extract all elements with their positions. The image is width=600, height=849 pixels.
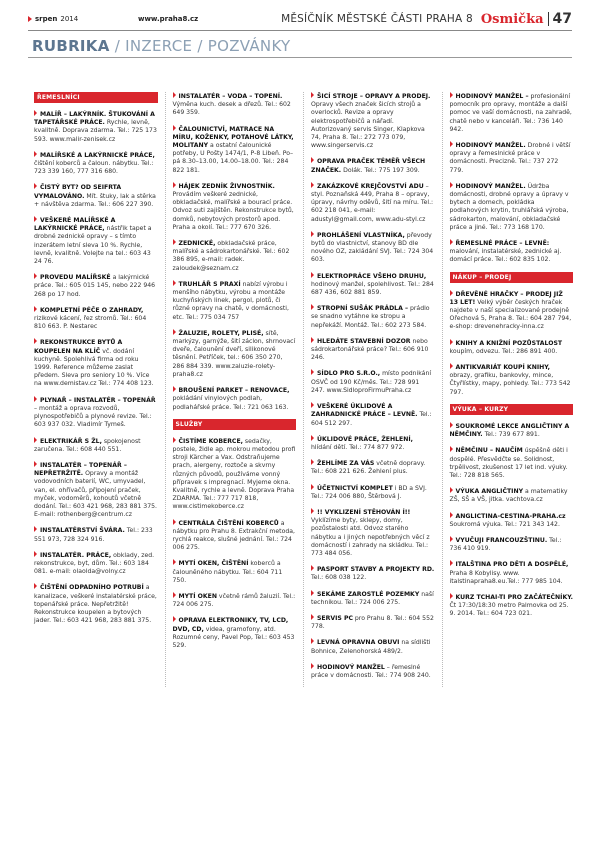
ad-body: Mít. štuky, lak a stěrka + návštěva zdarma. Tel.: 606 227 390.: [34, 192, 156, 208]
ad-body: a nábytku pro Prahu 8. Extrakční metoda, rychlá reakce, slušné jednání. Tel.: 724 006 275.: [172, 519, 295, 552]
ad-body: sedačky, postele, židle ap. mokrou metodou profi stroji Kärcher a Vax. Odstraňujeme prach, alergeny, roztoče a skvrny různých původů, používáme vonný přípravek s impregnací. Myjeme okna. Kvalitně, rychle a levně. Doprava Praha ZDARMA. Tel.: 777 717 818, www.cistimekoberce.cz: [172, 437, 296, 511]
classified-ad: [311, 663, 435, 680]
ad-title: ÚKLIDOVÉ PRÁCE, ŽEHLENÍ,: [311, 436, 413, 443]
classified-ad: [311, 614, 435, 631]
ad-title: OPRAVA ELEKTRONIKY, TV, LCD, DVD, CD,: [172, 617, 289, 633]
ad-body: koupím, odvezu. Tel.: 286 891 400.: [449, 347, 558, 355]
ad-title: ANGLICTINA-CESTINA-PRAHA.cz: [450, 513, 566, 520]
classified-ad: [311, 508, 435, 558]
ad-body: Provádím veškeré zednické, obkladačské, malířské a bourací práce. Odvoz suti zajištěn. Rekonstrukce bytů, domků, nebytových prostorů apod. Praha a okolí. Tel.: 777 670 326.: [172, 191, 294, 231]
ad-title: LEVNÁ OPRAVNA OBUVI: [311, 639, 399, 646]
ad-body: úspěšně děti i dospělé. Přesvědčte se. Solidnost, trpělivost, zkušenost 17 let ind. výuky. Tel.: 728 818 565.: [449, 447, 568, 479]
ad-title: INSTALATÉR. PRÁCE,: [34, 552, 111, 559]
classifieds-columns: [34, 92, 580, 687]
classified-ad: [311, 157, 435, 174]
classified-ad: [311, 369, 435, 395]
classified-ad: [173, 239, 297, 273]
ad-body: Údržba domácnosti, drobné opravy a úpravy v bytech a domech, pokládka podlahových krytin, truhlářská výroba, sádrokarton, malování, obkladačské práce a jiné. Tel.: 773 168 170.: [449, 182, 569, 231]
ad-body: – montáž a oprava rozvodů, plynospotřebičů a plynové revize. Tel.: 603 937 032. Vladimír Tymeš.: [34, 404, 152, 429]
category-header: NÁKUP – PRODEJ: [450, 272, 574, 283]
ad-body: – styl. Poznaňská 449, Praha 8 – opravy, úpravy, návrhy oděvů, šití na míru. Tel.: 602 218 041, e-mail: adustyl@gmail.com, www.adu-styl.cz: [311, 182, 434, 223]
ad-body: převody bytů do vlastnictví, stanovy BD dle nového OZ, zakládání SVJ. Tel.: 724 304 603.: [311, 231, 434, 264]
classified-ad: [450, 422, 574, 439]
ad-body: koberců a čalouněného nábytku. Tel.: 604 711 750.: [172, 560, 283, 584]
ad-title: ČALOUNICTVÍ, MATRACE NA MÍRU, KOŽENKY, POTAHOVÉ LÁTKY, MOLITANY: [172, 125, 294, 150]
column-3: [303, 92, 442, 687]
ad-body: Tel.: 608 038 122.: [311, 574, 367, 582]
classified-ad: [311, 402, 435, 428]
ad-title: SEKÁME ZAROSTLÉ POZEMKY: [311, 591, 419, 598]
ad-title: SÍDLO PRO S.R.O.,: [311, 370, 380, 377]
ad-body: prádlo se snadno vytáhne ke stropu a nepřekáží. Montáž. Tel.: 602 273 584.: [311, 305, 430, 329]
classified-ad: [173, 437, 297, 512]
classified-ad: [450, 290, 574, 332]
classified-ad: [450, 141, 574, 175]
ad-title: ÚČETNICTVÍ KOMPLET: [311, 485, 393, 492]
ad-body: Soukromá výuka. Tel.: 721 343 142.: [449, 520, 560, 528]
ad-body: pokládání vinylových podlah, podlahářské práce. Tel.: 721 063 163.: [172, 395, 289, 411]
column-4: [442, 92, 581, 687]
classified-ad: [450, 182, 574, 232]
classified-ad: [311, 484, 435, 501]
ad-body: Praha 8 Kobylisy. www. italstinapraha8.eu.Tel.: 777 985 104.: [449, 569, 563, 585]
section-heading-main: RUBRIKA: [32, 37, 110, 55]
ad-body: obkladačské práce, malířské a sádrokartonářské. Tel.: 602 386 895, e-mail: radek. zaloudek@seznam.cz: [172, 240, 290, 272]
ad-body: čištění koberců a čaloun. nábytku. Tel.: 723 339 160, 777 316 680.: [34, 160, 154, 176]
classified-ad: [34, 396, 158, 430]
ad-title: MYTÍ OKEN: [173, 593, 217, 600]
ad-body: obrazy, grafiku, bankovky, mince, Čtyřlístky, mapy, pohledy. Tel.: 773 542 797.: [449, 372, 571, 396]
ad-title: KNIHY A KNIŽNÍ POZŮSTALOST: [450, 340, 563, 347]
ad-body: Čt 17:30/18:30 metro Palmovka od 25. 9. 2014. Tel.: 604 723 021.: [449, 602, 569, 618]
ad-title: MYTÍ OKEN, ČIŠTĚNÍ: [173, 560, 249, 567]
magazine-subtitle: MĚSÍČNÍK MĚSTSKÉ ČÁSTI PRAHA 8: [281, 13, 473, 25]
ad-body: malování, instalatérské, zednické aj. domácí práce. Tel.: 602 835 102.: [449, 248, 562, 264]
ad-title: HÁJEK ZEDNÍK ŽIVNOSTNÍK.: [173, 183, 275, 190]
classified-ad: [450, 593, 574, 619]
ad-title: SERVIS PC: [311, 615, 353, 622]
ad-body: Výměna kuch. desek a dřezů. Tel.: 602 649 359.: [172, 101, 291, 117]
ad-body: Opravy všech značek šicích strojů a overlocků. Revize a opravy elektrospotřebičů a nářadí. Autorizovaný servis Singer, Klapkova 74, Praha 8. Tel.: 272 773 079, www.singerservis.cz: [311, 101, 425, 150]
ad-body: sítě, markýzy, garnýže, šití záclon, shrnovací dveře, čalounění dveří, silikonové těsnění. Petříček, tel.: 606 350 270, 286 884 339. www.zaluzie-rolety-praha8.cz: [172, 329, 296, 378]
classified-ad: [450, 339, 574, 356]
category-header: VÝUKA – KURZY: [450, 404, 574, 415]
classified-ad: [34, 110, 158, 144]
ad-body: na sídlišti Bohnice, Zelenohorská 489/2.: [311, 639, 431, 655]
ad-body: – řemeslné práce v domácnosti. Tel.: 774 908 240.: [311, 663, 431, 679]
classified-ad: [34, 216, 158, 266]
ad-body: místo podnikání OSVČ od 190 Kč/měs. Tel.: 728 991 247. www.SidloproFirmuPraha.cz: [311, 370, 432, 394]
ad-body: rizikové kácení, řez stromů. Tel.: 604 810 663. P. Nestarec: [34, 315, 147, 331]
ad-body: Tel.: 604 512 297.: [311, 411, 432, 427]
ad-title: ZEDNICKÉ,: [173, 240, 216, 247]
ad-title: PASPORT STAVBY A PROJEKTY RD.: [311, 566, 434, 573]
classified-ad: [450, 536, 574, 553]
classified-ad: [311, 182, 435, 224]
classified-ad: [311, 92, 435, 150]
column-1: [34, 92, 165, 687]
ad-body: nástřik tapet a drobné zednické opravy – s tímto inzerátem letní sleva 10 %. Rychle, levně, kvalitně. Volejte na tel.: 603 43 24 76.: [34, 225, 152, 266]
classified-ad: [311, 272, 435, 298]
ad-body: hlídání dětí. Tel.: 774 877 972.: [311, 443, 405, 451]
triangle-bullet-icon: [28, 16, 32, 22]
classified-ad: [311, 590, 435, 607]
ad-title: INSTALATÉRSTVÍ ŠVÁRA.: [34, 527, 125, 534]
section-heading-rest: / INZERCE / POZVÁNKY: [109, 37, 291, 55]
ad-body: Tel.: 739 677 891.: [482, 431, 540, 439]
ad-title: SOUKROMÉ LEKCE ANGLIČTINY A NĚMČINY.: [449, 422, 570, 439]
ad-body: spokojenost zaručena. Tel.: 608 440 551.: [34, 437, 141, 453]
classified-ad: [173, 125, 297, 175]
classified-ad: [34, 183, 158, 209]
classified-ad: [311, 337, 435, 363]
column-2: [165, 92, 304, 687]
classified-ad: [173, 329, 297, 379]
ad-title: HODINOVÝ MANŽEL: [311, 664, 385, 671]
issue-month: srpen: [35, 15, 58, 23]
issue-date: [28, 15, 138, 23]
ad-body: videa, gramofony, atd. Rozumné ceny, Pavel Pop, Tel.: 603 453 529.: [172, 625, 295, 649]
ad-body: Dolák. Tel.: 775 197 309.: [341, 166, 420, 174]
ad-body: Tel.: 233 551 973, 728 324 916.: [34, 527, 153, 543]
classified-ad: [450, 92, 574, 134]
classified-ad: [450, 487, 574, 504]
classified-ad: [34, 526, 158, 543]
ad-title: TRUHLÁŘ S PRAXÍ: [173, 281, 241, 288]
classified-ad: [173, 92, 297, 118]
ad-body: obklady, zed. rekonstrukce, byt, dům. Tel.: 603 184 081. e-mail: olaolda@volny.cz: [34, 551, 155, 576]
section-heading: [32, 37, 291, 55]
ad-title: VÝUKA ANGLIČTINY: [450, 488, 524, 495]
ad-body: a kanalizace, veškeré instalatérské práce, topenářské práce. Nepřetržitě! Rekonstrukce koupelen a bytových jader. Tel.: 603 421 968, 283 881 375.: [34, 584, 157, 625]
classified-ad: [34, 437, 158, 454]
ad-title: ŠICÍ STROJE – OPRAVY A PRODEJ.: [311, 93, 430, 100]
classified-ad: [450, 239, 574, 265]
ad-title: STROPNÍ SUŠÁK PRÁDLA –: [311, 305, 408, 312]
ad-title: ČISTÍME KOBERCE,: [173, 438, 243, 445]
ad-title: HODINOVÝ MANŽEL.: [450, 142, 526, 149]
classified-ad: [173, 182, 297, 232]
ad-title: PLYNAŘ – INSTALATÉR – TOPENÁŘ: [34, 397, 156, 404]
ad-title: VEŠKERÉ MALÍŘSKÉ A LAKÝRNICKÉ PRÁCE,: [34, 217, 116, 233]
ad-body: Drobné i větší opravy a řemeslnické práce v domácnosti. Precizně. Tel.: 737 272 779.: [449, 142, 571, 174]
website-url[interactable]: www.praha8.cz: [138, 15, 199, 23]
ad-title: ITALŠTINA PRO DĚTI A DOSPĚLÉ,: [450, 561, 569, 568]
ad-title: NĚMČINU – NAUČÍM: [450, 447, 523, 454]
ad-body: a ostatní čalounické potřeby, U Pošty 1474/1, P-8 Libeň. Po–pá 8.30–13.00, 14.00–18.00. Tel.: 284 822 181.: [172, 142, 294, 174]
classified-ad: [34, 338, 158, 388]
ad-title: ŘEMESLNÉ PRÁCE – LEVNĚ:: [450, 240, 550, 247]
classified-ad: [311, 304, 435, 330]
classified-ad: [311, 435, 435, 452]
ad-body: i BD a SVJ. Tel.: 724 006 880, Štěrbová J.: [311, 484, 427, 500]
issue-year: 2014: [60, 15, 79, 23]
ad-title: PROHLÁŠENÍ VLASTNÍKA,: [311, 232, 405, 239]
classified-ad: [173, 519, 297, 553]
ad-body: Tel.: 736 410 919.: [449, 536, 562, 553]
ad-title: DŘEVĚNÉ HRAČKY – PRODEJ JIŽ 13 LET!: [449, 290, 563, 306]
ad-title: ZAKÁZKOVÉ KREJČOVSTVÍ ADU: [311, 183, 424, 190]
ad-title: VEŠKERÉ ÚKLIDOVÉ A ZAHRADNICKÉ PRÁCE – LEVNĚ.: [311, 403, 418, 419]
category-header: ŘEMESLNÍCI: [34, 92, 158, 103]
classified-ad: [311, 459, 435, 476]
classified-ad: [450, 363, 574, 397]
classified-ad: [450, 446, 574, 480]
ad-title: PROVEDU MALÍŘSKÉ: [34, 274, 111, 281]
brand-logo: Osmička: [480, 11, 544, 27]
heading-rule: [28, 57, 572, 58]
ad-body: profesionální pomocník pro opravy, montáže a další pomoc ve vaší domácnosti, na zahradě, chatě nebo v kanceláři. Tel.: 736 140 942.: [449, 93, 572, 133]
ad-title: REKONSTRUKCE BYTŮ A KOUPELEN NA KLÍČ: [34, 339, 123, 355]
ad-title: MALÍŘ – LAKÝRNÍK. ŠTUKOVÁNÍ A TAPETÁŘSKÉ PRÁCE.: [34, 111, 155, 127]
ad-title: HLEDÁTE STAVEBNÍ DOZOR: [311, 338, 411, 345]
ad-body: včetně rámů žaluzií. Tel.: 724 006 275.: [172, 592, 296, 609]
ad-body: a matematiky ZŠ, SŠ a VŠ, jitka. vachtova.cz: [449, 488, 568, 504]
ad-body: pro Prahu 8. Tel.: 604 552 778.: [311, 614, 434, 631]
classified-ad: [450, 560, 574, 586]
classified-ad: [173, 280, 297, 322]
ad-title: ŽEHLÍME ZA VÁS: [311, 460, 374, 467]
classified-ad: [34, 583, 158, 625]
classified-ad: [34, 551, 158, 577]
ad-title: VYUČUJI FRANCOUZŠTINU.: [450, 537, 548, 544]
classified-ad: [34, 273, 158, 299]
classified-ad: [173, 592, 297, 609]
ad-title: KURZ TCHAI-TI PRO ZAČÁTEČNÍKY.: [450, 594, 574, 601]
classified-ad: [34, 461, 158, 519]
category-header: SLUŽBY: [173, 419, 297, 430]
classified-ad: [173, 559, 297, 585]
ad-title: MALÍŘSKÉ A LAKÝRNICKÉ PRÁCE,: [34, 152, 155, 159]
classified-ad: [34, 151, 158, 177]
classified-ad: [311, 565, 435, 582]
classified-ad: [173, 386, 297, 412]
ad-body: vč. dodání kuchyně. Spolehlivá firma od roku 1999. Reference můžeme zaslat předem. Sleva pro seniory 10 %. Více na www.demistav.cz Tel.: 774 408 123.: [34, 347, 154, 388]
ad-title: ŽALUZIE, ROLETY, PLISÉ,: [173, 330, 264, 337]
ad-body: včetně dopravy. Tel.: 608 221 626. Žehlení plus.: [311, 460, 426, 476]
ad-body: nabízí výrobu i menšího nábytku, výrobu a montáže kuchyňských linek, pergol, plotů, či různé opravy na chatě, v domácnosti, etc. Tel.: 775 034 757: [172, 280, 289, 321]
ad-title: HODINOVÝ MANŽEL –: [450, 93, 529, 100]
classified-ad: [450, 512, 574, 529]
ad-title: HODINOVÝ MANŽEL.: [450, 183, 526, 190]
ad-body: Opravy a montáž vodovodních baterií, WC, umyvadel, van, el. ohřívačů, připojení praček, myček, vodoměrů, kohoutů včetně dodání. Tel.: 603 421 968, 283 881 375. E-mail: rothenberg@centrum.cz: [34, 470, 157, 519]
ad-title: !! VYKLIZENÍ STĚHOVÁN Í!!: [311, 509, 410, 516]
ad-title: ČIŠTĚNÍ ODPADNÍHO POTRUBÍ: [34, 584, 144, 591]
ad-body: hodinový manžel, spolehlivost. Tel.: 284 687 436, 602 881 859.: [311, 280, 434, 297]
ad-body: naší technikou. Tel.: 724 006 275.: [311, 590, 434, 606]
ad-body: a lakýrnické práce. Tel.: 605 015 145, nebo 222 946 268 po 17 hod.: [34, 274, 156, 298]
ad-title: INSTALATÉR – VODA – TOPENÍ.: [173, 93, 283, 100]
ad-title: INSTALATÉR – TOPENÁŘ – NEPŘETRŽITĚ.: [34, 461, 127, 478]
ad-title: CENTRÁLA ČIŠTĚNÍ KOBERCŮ: [173, 520, 279, 527]
classified-ad: [173, 616, 297, 650]
classified-ad: [311, 231, 435, 265]
ad-body: Velký výběr českých hraček najdete v naší specializované prodejně Ořechová 5, Praha 8. Tel.: 604 287 794, e-shop: drevenehracky-inna.cz: [449, 298, 572, 331]
ad-title: OPRAVA PRAČEK TÉMĚŘ VŠECH ZNAČEK.: [311, 158, 426, 174]
page-number: 47: [552, 11, 572, 27]
ad-title: ELEKTROPRÁCE VŠEHO DRUHU,: [311, 273, 426, 280]
ad-title: ANTIKVARIÁT KOUPÍ KNIHY,: [450, 364, 551, 371]
ad-body: Vyklízíme byty, sklepy, domy, pozůstalosti atd. Odvoz starého nábytku a i jiných nepotřebných věcí z domácností i zahrady na skládku. Tel.: 773 484 056.: [311, 517, 430, 557]
classified-ad: [311, 638, 435, 655]
page-header: [28, 10, 572, 28]
header-rule: [28, 30, 572, 31]
ad-body: Rychle, levně, kvalitně. Doprava zdarma. Tel.: 725 173 593. www.malir-zenisek.cz: [34, 119, 157, 143]
classified-ad: [34, 306, 158, 332]
ad-title: ELEKTRIKÁŘ S ŽL,: [34, 438, 102, 445]
ad-title: ČISTÝ BYT? OD SEIFRTA VYMALOVÁNO.: [34, 184, 122, 200]
ad-body: nebo sádrokartonářské práce? Tel.: 606 910 246.: [311, 337, 429, 362]
header-divider: [548, 12, 549, 26]
ad-title: BROUŠENÍ PARKET – RENOVACE,: [173, 387, 290, 394]
ad-title: KOMPLETNÍ PÉČE O ZAHRADY,: [34, 307, 143, 314]
